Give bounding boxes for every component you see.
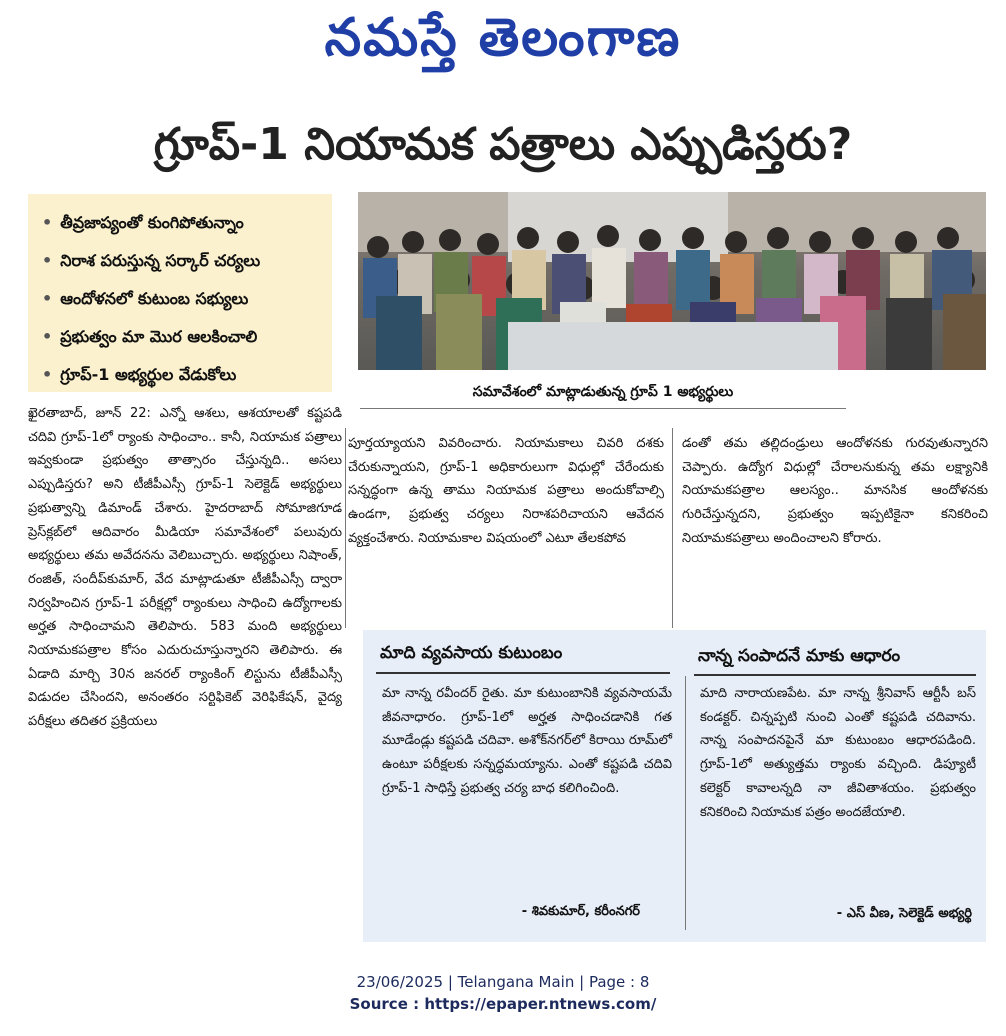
article-column-2 <box>348 432 664 551</box>
press-meet-photo <box>358 192 986 370</box>
masthead-logo: నమస్తే తెలంగాణ <box>324 8 682 68</box>
article-column-3 <box>682 432 988 551</box>
testimonial-signature-1: - శివకుమార్, కరీంనగర్ <box>521 904 640 919</box>
column-divider <box>345 428 346 628</box>
highlight-item: • తీవ్రజాప్యంతో కుంగిపోతున్నాం <box>42 204 322 242</box>
photo-caption: సమావేశంలో మాట్లాడుతున్న గ్రూప్ 1 అభ్యర్థులు <box>360 380 846 409</box>
highlights-box <box>28 194 332 392</box>
highlight-item: • నిరాశ పరుస్తున్న సర్కార్ చర్యలు <box>42 242 322 280</box>
testimonial-signature-2: - ఎస్ వీణ, సెలెక్టెడ్ అభ్యర్థి <box>836 906 972 921</box>
highlight-item: • గ్రూప్-1 అభ్యర్థుల వేడుకోలు <box>42 356 322 394</box>
box-divider <box>685 676 686 930</box>
column-divider <box>672 428 673 628</box>
testimonial-heading-1: మాది వ్యవసాయ కుటుంబం <box>380 643 563 663</box>
footer-date-edition: 23/06/2025 | Telangana Main | Page : 8 <box>356 973 650 991</box>
testimonial-text-1: మా నాన్న రవీందర్ రైతు. మా కుటుంబానికి వ్యవసాయమే జీవనాధారం. గ్రూప్-1లో అర్హత సాధించడానికి గత మూడేండ్లు కష్టపడి చదివా. అశోక్‌నగర్‌లో కిరాయి రూమ్‌లో ఉంటూ పరీక్షలకు సన్నద్ధమయ్యాను. ఎంతో కష్టపడి చదివి గ్రూప్-1 సాధిస్తే ప్రభుత్వ చర్య బాధ కలిగించింది. <box>382 686 672 796</box>
article-text: ఖైరతాబాద్, జూన్ 22: ఎన్నో ఆశలు, ఆశయాలతో కష్టపడి చదివి గ్రూప్-1లో ర్యాంకు సాధించాం.. కానీ, నియామక పత్రాలు ఇవ్వకుండా ప్రభుత్వం తాత్సారం చేస్తున్నది.. అసలు ఎప్పుడిస్తరు? అని టీజీపీఎస్సీ గ్రూప్-1 సెలెక్టెడ్ అభ్యర్థులు ప్రభుత్వాన్ని డిమాండ్ చేశారు. హైదరాబాద్ సోమాజిగూడ ప్రెస్‌క్లబ్‌లో ఆదివారం మీడియా సమావేశంలో పలువురు అభ్యర్థులు తమ అవేదనను వెలిబుచ్చారు. అభ్యర్థులు నిషాంత్, రంజిత్, సందీప్‌కుమార్, వేద మాట్లాడుతూ టీజీపీఎస్సీ ద్వారా నిర్వహించిన గ్రూప్-1 పరీక్షల్లో ర్యాంకులు సాధించి ఉద్యోగాలకు అర్హత సాధించామని తెలిపారు. 583 మంది అభ్యర్థులు నియామకపత్రాల కోసం ఎదురుచూస్తున్నారని తెలిపారు. ఈ ఏడాది మార్చి 30న జనరల్ ర్యాంకింగ్ లిస్టును టీజీపీఎస్సీ విడుదల చేసిందని, అనంతరం సర్టిఫికెట్ వెరిఫికేషన్, వైద్య పరీక్షలు తదితర ప్రక్రియలు <box>28 406 342 730</box>
heading-underline <box>694 674 976 676</box>
heading-underline <box>376 672 670 674</box>
highlight-item: • ఆందోళనలో కుటుంబ సభ్యులు <box>42 280 322 318</box>
footer-source-link[interactable]: Source : https://epaper.ntnews.com/ <box>349 995 657 1013</box>
crowd-illustration <box>358 192 986 370</box>
testimonial-heading-2: నాన్న సంపాదనే మాకు ఆధారం <box>698 646 901 666</box>
article-text: పూర్తయ్యాయని వివరించారు. నియామకాలు చివరి దశకు చేరుకున్నాయని, గ్రూప్-1 అధికారులుగా విధుల్లో చేరేందుకు సన్నద్ధంగా ఉన్న తాము నియామక పత్రాలు అందుకోవాల్సి ఉండగా, ప్రభుత్వ చర్యలు నిరాశపరిచాయని ఆవేదన వ్యక్తంచేశారు. నియామకాల విషయంలో ఎటూ తేలకపోవ <box>348 436 664 546</box>
testimonial-text-2: మాది నారాయణపేట. మా నాన్న శ్రీనివాస్ ఆర్టీసీ బస్ కండక్టర్. చిన్నప్పటి నుంచి ఎంతో కష్టపడి చదివాను. నాన్న సంపాదనపైనే మా కుటుంబం ఆధారపడింది. గ్రూప్-1లో అత్యుత్తమ ర్యాంకు వచ్చింది. డిప్యూటీ కలెక్టర్ కావాలన్నది నా జీవితాశయం. ప్రభుత్వం కనికరించి నియామక పత్రం అందజేయాలి. <box>700 686 976 820</box>
article-column-1 <box>28 402 342 734</box>
article-headline: గ్రూప్-1 నియామక పత్రాలు ఎప్పుడిస్తరు? <box>153 119 853 170</box>
highlight-item: • ప్రభుత్వం మా మొర ఆలకించాలి <box>42 318 322 356</box>
article-text: డంతో తమ తల్లిదండ్రులు ఆందోళనకు గురవుతున్నారని చెప్పారు. ఉద్యోగ విధుల్లో చేరాలనుకున్న తమ లక్ష్యానికి నియామకపత్రాల ఆలస్యం.. మానసిక ఆందోళనకు గురిచేస్తున్నదని, ప్రభుత్వం ఇప్పటికైనా కనికరించి నియామకపత్రాలు అందించాలని కోరారు. <box>682 436 988 546</box>
